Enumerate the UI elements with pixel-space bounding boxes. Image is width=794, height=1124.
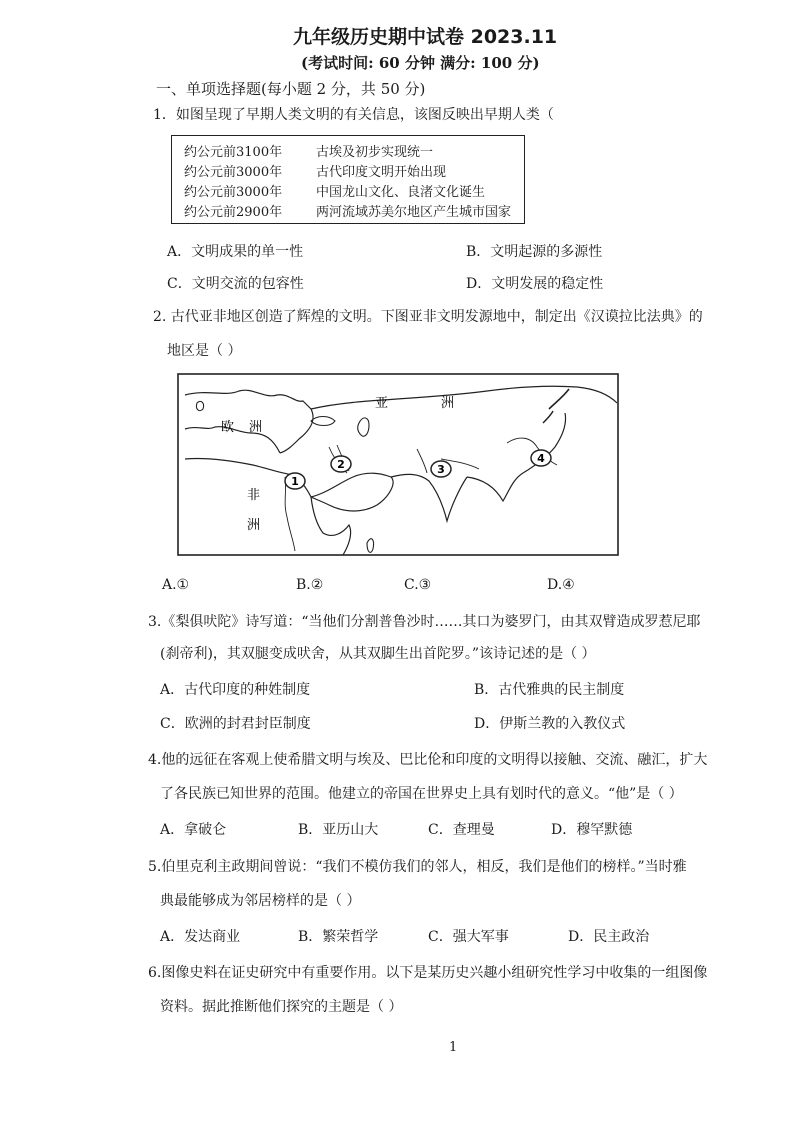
map-label-africa-2: 洲: [247, 518, 261, 533]
section-heading: 一、单项选择题(每小题 2 分，共 50 分): [156, 80, 426, 98]
q1-stem: 1．如图呈现了早期人类文明的有关信息，该图反映出早期人类（: [153, 107, 554, 123]
q4-stem-line1: 4.他的远征在客观上使希腊文明与埃及、巴比伦和印度的文明得以接触、交流、融汇，扩大: [148, 752, 708, 768]
q1-option-a[interactable]: A．文明成果的单一性: [167, 244, 304, 260]
q3-option-a[interactable]: A．古代印度的种姓制度: [160, 682, 311, 698]
table-cell-event: 中国龙山文化、良渚文化诞生: [316, 185, 486, 200]
table-cell-event: 古代印度文明开始出现: [316, 165, 447, 180]
table-cell-event: 古埃及初步实现统一: [316, 145, 434, 160]
table-cell-event: 两河流域苏美尔地区产生城市国家: [316, 205, 512, 220]
q2-option-b[interactable]: B.②: [296, 577, 324, 593]
q5-option-b[interactable]: B．繁荣哲学: [298, 929, 379, 945]
map-label-africa: 非: [247, 488, 261, 503]
q2-option-c[interactable]: C.③: [404, 577, 432, 593]
q4-option-b[interactable]: B．亚历山大: [298, 822, 379, 838]
q1-option-b[interactable]: B．文明起源的多源性: [466, 244, 603, 260]
map-marker-1: [285, 473, 305, 489]
svg-text:1: 1: [291, 475, 299, 488]
q3-stem-line2: (刹帝利)，其双腿变成吠舍，从其双脚生出首陀罗。”该诗记述的是（ ）: [160, 646, 596, 662]
q3-option-b[interactable]: B．古代雅典的民主制度: [474, 682, 625, 698]
q6-stem-line2: 资料。据此推断他们探究的主题是（ ）: [160, 999, 403, 1015]
table-cell-time: 约公元前3100年: [184, 145, 283, 160]
map-marker-3: [431, 461, 451, 477]
q1-option-d[interactable]: D．文明发展的稳定性: [466, 276, 604, 292]
q5-option-a[interactable]: A．发达商业: [160, 929, 241, 945]
q4-option-a[interactable]: A．拿破仑: [160, 822, 227, 838]
q5-option-d[interactable]: D．民主政治: [568, 929, 650, 945]
map-marker-4: [531, 450, 551, 466]
svg-text:4: 4: [537, 452, 545, 465]
q4-option-c[interactable]: C．查理曼: [428, 822, 495, 838]
exam-subtitle: (考试时间: 60 分钟 满分: 100 分): [301, 54, 540, 72]
q2-stem-line1: 2. 古代亚非地区创造了辉煌的文明。下图亚非文明发源地中，制定出《汉谟拉比法典》的: [153, 309, 703, 325]
q3-option-c[interactable]: C．欧洲的封君封臣制度: [160, 716, 311, 732]
q5-stem-line1: 5.伯里克利主政期间曾说：“我们不模仿我们的邻人，相反，我们是他们的榜样。”当时雅: [148, 859, 687, 875]
map-marker-2: [331, 456, 351, 472]
q2-option-a[interactable]: A.①: [162, 577, 190, 593]
q4-option-d[interactable]: D．穆罕默德: [551, 822, 633, 838]
q3-stem-line1: 3.《梨俱吠陀》诗写道：“当他们分割普鲁沙时……其口为婆罗门，由其双臂造成罗惹尼耶: [148, 614, 701, 630]
q4-stem-line2: 了各民族已知世界的范围。他建立的帝国在世界史上具有划时代的意义。“他”是（ ）: [160, 786, 683, 802]
table-cell-time: 约公元前3000年: [184, 165, 283, 180]
q1-option-c[interactable]: C．文明交流的包容性: [167, 276, 304, 292]
q3-option-d[interactable]: D．伊斯兰教的入教仪式: [474, 716, 626, 732]
page-number: 1: [449, 1040, 458, 1055]
map-label-europe-2: 洲: [249, 420, 263, 435]
q6-stem-line1: 6.图像史料在证史研究中有重要作用。以下是某历史兴趣小组研究性学习中收集的一组图像: [148, 965, 708, 981]
q1-table: [171, 135, 525, 224]
map-label-asia: 亚: [375, 396, 389, 411]
svg-text:2: 2: [337, 458, 345, 471]
afro-eurasia-map: [177, 373, 619, 556]
q5-option-c[interactable]: C．强大军事: [428, 929, 509, 945]
table-cell-time: 约公元前2900年: [184, 205, 283, 220]
q5-stem-line2: 典最能够成为邻居榜样的是（ ）: [160, 893, 361, 909]
map-label-europe: 欧: [221, 420, 235, 435]
map-label-asia-2: 洲: [441, 396, 455, 411]
table-cell-time: 约公元前3000年: [184, 185, 283, 200]
svg-text:3: 3: [437, 463, 445, 476]
q2-stem-line2: 地区是（ ）: [167, 343, 242, 359]
exam-title: 九年级历史期中试卷 2023.11: [293, 26, 558, 48]
q2-option-d[interactable]: D.④: [547, 577, 575, 593]
